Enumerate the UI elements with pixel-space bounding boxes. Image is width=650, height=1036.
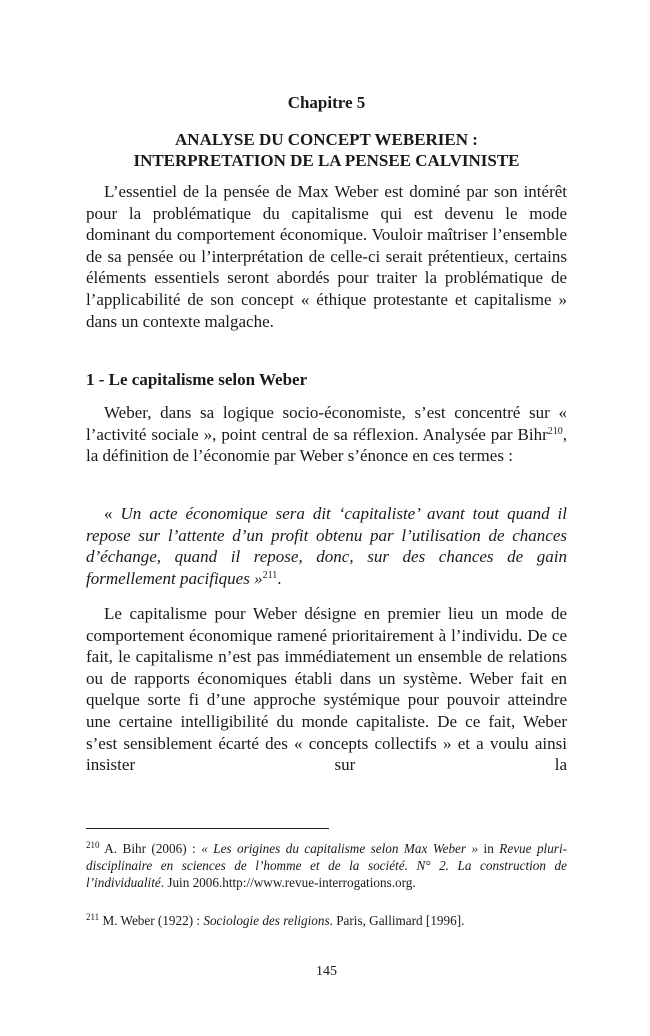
footnote-text: M. Weber (1922) : bbox=[99, 913, 204, 928]
section-heading: 1 - Le capitalisme selon Weber bbox=[86, 370, 308, 389]
footnote-separator bbox=[86, 828, 329, 829]
intro-paragraph: L’essentiel de la pensée de Max Weber est dominé par son intérêt pour la problématique du capitalisme qui est devenu le mode dominant du comportement économique. Vouloir maîtriser l’ensemble de sa pensée ou l’interprétation de celle-ci serait prétentieux, certains éléments essentiels seront abordés pour traiter la problématique de l’applicabilité de son concept « éthique protestante et capitalisme » dans un contexte malgache. bbox=[86, 182, 567, 331]
footnote-link-text[interactable]: . Juin 2006.http://www.revue-interrogations.org. bbox=[160, 875, 416, 890]
footnote-ref-210[interactable]: 210 bbox=[547, 425, 563, 437]
footnote-ref-211[interactable]: 211 bbox=[262, 569, 278, 581]
chapter-title-line-2: INTERPRETATION DE LA PENSEE CALVINISTE bbox=[133, 151, 520, 170]
weber-paragraph-text-end: , la définition de l’économie par Weber s’énonce en ces termes : bbox=[86, 424, 567, 466]
chapter-title bbox=[86, 129, 567, 171]
quote-text: Un acte économique sera dit ‘capitaliste’ avant tout quand il repose sur l’attente d’un profit obtenu par l’utilisation de chances d’échange, quand il repose, donc, sur des chances de gain formellement pacifiques » bbox=[86, 504, 568, 588]
weber-paragraph-text: Weber, dans sa logique socio-économiste, s’est concentré sur « l’activité sociale », point central de sa réflexion. Analysée par Bihr bbox=[86, 403, 567, 444]
footnote-text: in bbox=[478, 841, 500, 856]
quote-paragraph bbox=[86, 503, 567, 589]
footnote-text: A. Bihr (2006) : bbox=[99, 841, 202, 856]
quote-open-mark: « bbox=[104, 504, 121, 523]
capitalism-paragraph: Le capitalisme pour Weber désigne en premier lieu un mode de comportement économique ramené prioritairement à l’individu. De ce fait, le capitalisme n’est pas immédiatement un ensemble de relations ou de rapports économiques établi dans un système. Weber fait en quelque sorte fi d’une approche systémique pour pouvoir atteindre une certaine intelligibilité du monde capitaliste. De ce fait, Weber s’est sensiblement écarté des « concepts collectifs » et a voulu ainsi insister sur la bbox=[86, 604, 567, 775]
footnote-number: 211 bbox=[86, 912, 100, 922]
footnote-italic: Sociologie des religions bbox=[203, 913, 330, 928]
footnote-text: . Paris, Gallimard [1996]. bbox=[329, 913, 465, 928]
chapter-heading: Chapitre 5 bbox=[287, 93, 366, 112]
footnote-number: 210 bbox=[86, 840, 100, 850]
page-number: 145 bbox=[316, 964, 337, 979]
chapter-title-line-1: ANALYSE DU CONCEPT WEBERIEN : bbox=[175, 130, 478, 149]
footnote-italic: « Les origines du capitalisme selon Max Weber » bbox=[201, 841, 479, 856]
weber-paragraph bbox=[86, 402, 567, 467]
footnote-211 bbox=[86, 912, 567, 929]
footnote-italic: Revue pluri-disciplinaire en sciences de l’homme et de la société. N° 2. La construction de l’individualité bbox=[86, 841, 567, 890]
quote-end: . bbox=[277, 568, 282, 588]
footnote-210 bbox=[86, 840, 567, 891]
